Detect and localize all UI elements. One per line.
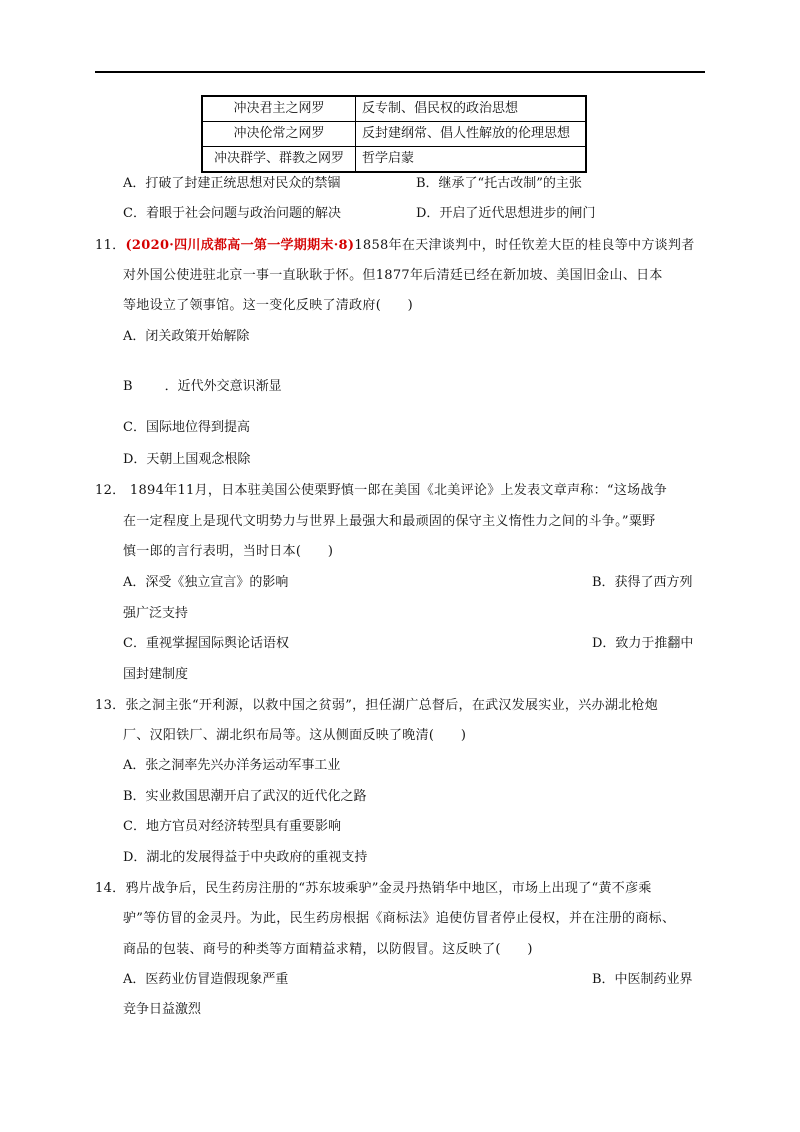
table-cell: 哲学启蒙 [356, 147, 587, 173]
q11-stem-line2: 对外国公使进驻北京一事一直耿耿于怀。但1877年后清廷已经在新加坡、美国旧金山、日本 [123, 268, 663, 283]
q13-option-d: D．湖北的发展得益于中央政府的重视支持 [123, 850, 368, 865]
q12-option-d: D．致力于推翻中 [592, 636, 694, 651]
comparison-table [201, 95, 587, 173]
q11-stem-line3: 等地设立了领事馆。这一变化反映了清政府( ) [123, 298, 414, 313]
table-row [202, 122, 586, 147]
q10-option-b: B．继承了“托古改制”的主张 [416, 176, 582, 191]
q11-option-a: A．闭关政策开始解除 [123, 329, 250, 344]
q10-option-c: C．着眼于社会问题与政治问题的解决 [123, 206, 341, 221]
q14-option-b: B．中医制药业界 [592, 972, 693, 987]
q14-stem-line1: 14．鸦片战争后，民生药房注册的“苏东坡乘驴”金灵丹热销华中地区，市场上出现了“黄不彦乘 [95, 881, 652, 896]
table-cell: 冲决伦常之网罗 [202, 122, 356, 147]
q12-option-a: A．深受《独立宣言》的影响 [123, 575, 289, 590]
q12-stem-line2: 在一定程度上是现代文明势力与世界上最强大和最顽固的保守主义惰性力之间的斗争。”粟野 [123, 514, 656, 529]
table-cell: 反专制、倡民权的政治思想 [356, 96, 587, 122]
q11-option-c: C．国际地位得到提高 [123, 420, 250, 435]
table-cell: 冲决君主之网罗 [202, 96, 356, 122]
q14-option-b-continued: 竞争日益激烈 [123, 1002, 202, 1017]
q13-option-b: B．实业救国思潮开启了武汉的近代化之路 [123, 789, 367, 804]
q12-stem-line3: 慎一郎的言行表明，当时日本( ) [123, 544, 334, 559]
q12-option-b: B．获得了西方列 [592, 575, 693, 590]
table-row [202, 96, 586, 122]
table-cell: 冲决群学、群教之网罗 [202, 147, 356, 173]
table-row [202, 147, 586, 173]
q10-option-a: A．打破了封建正统思想对民众的禁锢 [123, 176, 341, 191]
q13-option-a: A．张之洞率先兴办洋务运动军事工业 [123, 758, 341, 773]
q11-option-b-text: ．近代外交意识渐显 [164, 379, 282, 394]
q11-stem-line1 [95, 237, 695, 255]
q13-stem-line1: 13．张之洞主张“开利源，以救中国之贫弱”，担任湖广总督后，在武汉发展实业，兴办湖北枪炮 [95, 698, 659, 713]
q11-number: 11． [95, 238, 126, 253]
q11-text: 1858年在天津谈判中，时任钦差大臣的桂良等中方谈判者 [354, 238, 695, 253]
q13-stem-line2: 厂、汉阳铁厂、湖北织布局等。这从侧面反映了晚清( ) [123, 728, 467, 743]
q14-option-a: A．医药业仿冒造假现象严重 [123, 972, 289, 987]
q12-option-b-continued: 强广泛支持 [123, 606, 189, 621]
q12-stem-line1: 12． 1894年11月，日本驻美国公使栗野慎一郎在美国《北美评论》上发表文章声称：“这场战争 [95, 483, 668, 498]
table-cell: 反封建纲常、倡人性解放的伦理思想 [356, 122, 587, 147]
header-rule [95, 71, 705, 73]
q14-stem-line2: 驴”等仿冒的金灵丹。为此，民生药房根据《商标法》追使仿冒者停止侵权，并在注册的商标、 [123, 911, 676, 926]
q12-option-d-continued: 国封建制度 [123, 667, 189, 682]
q11-option-d: D．天朝上国观念根除 [123, 452, 251, 467]
q14-stem-line3: 商品的包装、商号的种类等方面精益求精，以防假冒。这反映了( ) [123, 942, 533, 957]
q11-source: (2020·四川成都高一第一学期期末·8) [125, 238, 355, 253]
q11-option-b-letter: B [123, 379, 133, 394]
q13-option-c: C．地方官员对经济转型具有重要影响 [123, 819, 341, 834]
q11-option-b [123, 378, 282, 396]
q10-option-d: D．开启了近代思想进步的闸门 [416, 206, 596, 221]
q12-option-c: C．重视掌握国际舆论话语权 [123, 636, 289, 651]
